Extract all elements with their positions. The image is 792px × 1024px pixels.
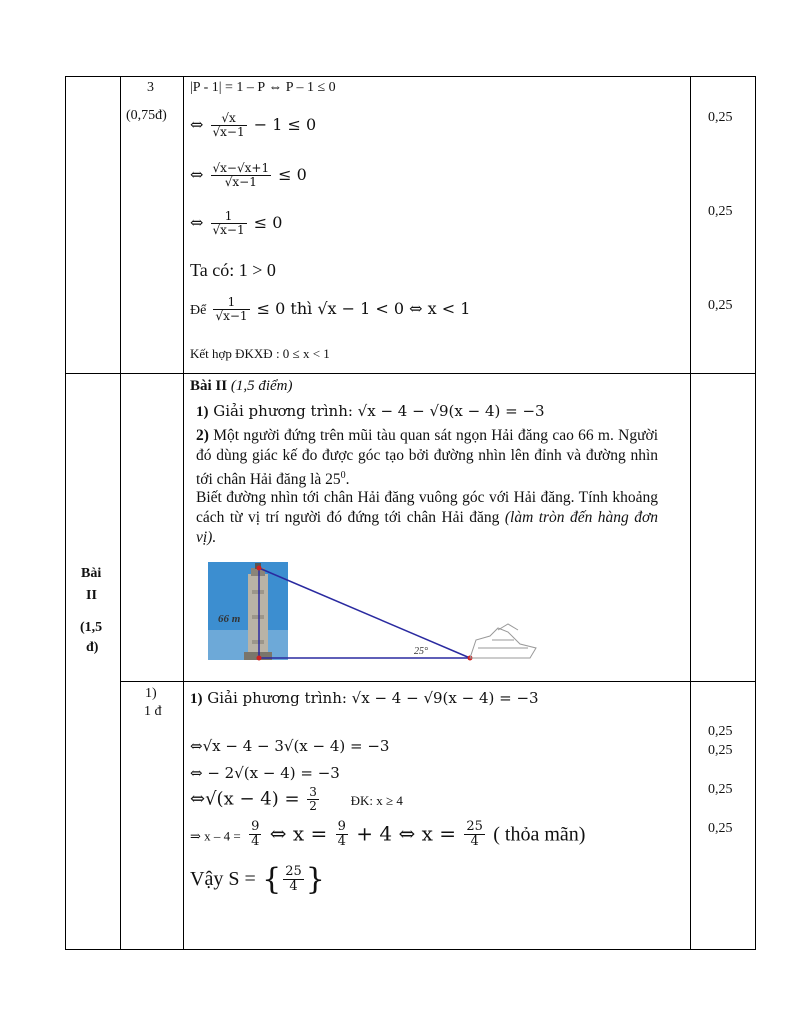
part3-number: 3 (147, 80, 154, 95)
bai2-question-1 (196, 402, 545, 421)
brace-left: { (262, 862, 282, 897)
question-text: Giải phương trình: √x − 4 − √9(x − 4) = −3 (208, 402, 545, 420)
score-sol1-1: 0,25 (708, 724, 733, 739)
part3-line-7: Kết hợp ĐKXĐ : 0 ≤ x < 1 (190, 346, 330, 361)
fraction-numerator: 1 (213, 296, 249, 310)
table-col-2-border (120, 76, 121, 950)
table-col-5-border (755, 76, 756, 950)
fraction-denominator: 4 (251, 834, 260, 850)
fraction (213, 296, 249, 323)
top-point (257, 566, 262, 571)
expression-tail: ≤ 0 (253, 213, 283, 233)
bai2-question-2 (196, 426, 658, 490)
bai2-side-label-3: (1,5 (80, 620, 103, 635)
bai2-title-label: Bài II (190, 378, 228, 394)
expression-tail: ≤ 0 thì √x − 1 < 0 ⇔ x < 1 (256, 299, 471, 319)
question-text: Giải phương trình: √x − 4 − √9(x − 4) = −3 (202, 689, 539, 707)
part3-points: (0,75đ) (126, 108, 167, 123)
sol1-line-2: ⇔√x − 4 − 3√(x − 4) = −3 (190, 737, 390, 755)
bai2-question-2-paragraph-2 (196, 488, 658, 548)
score-part3-1: 0,25 (708, 110, 733, 125)
table-col-3-border (183, 76, 184, 950)
fraction (336, 820, 348, 850)
sight-line (259, 568, 470, 658)
question-number: 2) (196, 427, 209, 444)
bai2-title-points: (1,5 điểm) (227, 378, 293, 394)
sol1-line-4 (190, 786, 403, 813)
fraction (211, 112, 247, 139)
fraction-denominator: √x−1 (212, 223, 245, 238)
question-number: 1) (190, 691, 203, 707)
fraction (211, 210, 247, 237)
lighthouse-icon (244, 563, 272, 660)
lighthouse-figure (208, 560, 538, 675)
conclusion-text: Vậy S = (190, 868, 256, 890)
base-point (257, 656, 262, 661)
question-number: 1) (196, 404, 209, 420)
fraction-denominator: √x−1 (224, 175, 257, 190)
figure-angle-label: 25° (414, 646, 428, 657)
sol1-points: 1 đ (144, 704, 162, 719)
expression-part: ( thỏa mãn) (493, 823, 586, 846)
table-row-divider-2 (120, 681, 755, 682)
fraction-numerator: 9 (251, 819, 260, 834)
figure-height-label: 66 m (218, 613, 241, 625)
fraction-denominator: √x−1 (215, 309, 248, 324)
score-part3-3: 0,25 (708, 298, 733, 313)
expression-part: + 4 ⇔ x = (356, 821, 456, 846)
score-part3-2: 0,25 (708, 204, 733, 219)
fraction-denominator: 4 (470, 834, 479, 850)
bai2-side-label-1: Bài (81, 566, 102, 581)
equiv-symbol: ⇔ (190, 165, 204, 185)
question-text: Biết đường nhìn tới chân Hải đăng vuông góc với Hải đăng. Tính khoảng cách từ vị trí người đó đứng tới chân Hải đăng (196, 489, 658, 526)
degree-superscript: 0 (340, 470, 346, 481)
score-sol1-2: 0,25 (708, 743, 733, 758)
condition-text: ĐK: x ≥ 4 (350, 792, 403, 808)
part3-line-2 (190, 112, 316, 139)
fraction (211, 162, 272, 189)
fraction-denominator: 4 (289, 879, 298, 894)
fraction-numerator: 25 (285, 863, 302, 879)
fraction-numerator: 25 (466, 819, 483, 834)
table-col-1-border (65, 76, 66, 950)
figure-svg (208, 560, 538, 675)
sol1-number: 1) (145, 686, 157, 701)
sol1-line-5 (190, 820, 585, 850)
expression-tail: − 1 ≤ 0 (253, 115, 317, 135)
fraction-numerator: √x (211, 112, 247, 126)
brace-right: } (305, 862, 325, 897)
expression-part: ⇔ x = (269, 821, 328, 846)
table-col-4-border (690, 76, 691, 950)
question-text-italic: (làm tròn đến hàng đơn vị). (196, 509, 659, 546)
part3-line-6 (190, 296, 470, 323)
sol1-line-3: ⇔ − 2√(x − 4) = −3 (190, 764, 340, 782)
fraction (283, 865, 304, 895)
equiv-symbol: ⇔ (190, 213, 204, 233)
part3-line-4 (190, 210, 282, 237)
score-sol1-3: 0,25 (708, 782, 733, 797)
table-top-border (65, 76, 755, 77)
fraction-denominator: √x−1 (212, 125, 245, 140)
fraction-numerator: 3 (309, 785, 317, 799)
sol1-line-6 (190, 862, 325, 897)
part3-line-5: Ta có: 1 > 0 (190, 260, 276, 280)
question-text-end: . (345, 471, 350, 489)
fraction-numerator: 1 (211, 210, 247, 224)
expression: ⇔√(x − 4) = (190, 788, 300, 810)
part3-line-3 (190, 162, 307, 189)
expression-part: ⇒ x – 4 = (190, 828, 241, 844)
part3-line-1: |P - 1| = 1 – P ⇔ P – 1 ≤ 0 (190, 80, 336, 95)
fraction (464, 820, 485, 850)
fraction-numerator: 9 (337, 819, 346, 834)
table-row-divider-1 (65, 373, 755, 374)
bai2-side-label-2: II (86, 588, 97, 603)
fraction (307, 786, 319, 813)
fraction-denominator: 4 (337, 834, 346, 850)
bai2-side-label-4: đ) (86, 640, 99, 655)
question-text: Một người đứng trên mũi tàu quan sát ngọn Hải đăng cao 66 m. Người đó dùng giác kế đo được góc tạo bởi đường nhìn lên đỉnh và đường nhìn tới chân Hải đăng là 25 (196, 427, 658, 489)
bai2-title (190, 378, 293, 395)
fraction (249, 820, 261, 850)
fraction-denominator: 2 (309, 799, 317, 814)
equiv-symbol: ⇔ (190, 115, 204, 135)
de-word: Để (190, 303, 207, 319)
fraction-numerator: √x−√x+1 (212, 161, 270, 175)
sol1-line-1 (190, 689, 539, 708)
boat-icon (470, 624, 536, 658)
expression-tail: ≤ 0 (278, 165, 307, 185)
score-sol1-4: 0,25 (708, 821, 733, 836)
table-bottom-border (65, 949, 755, 950)
